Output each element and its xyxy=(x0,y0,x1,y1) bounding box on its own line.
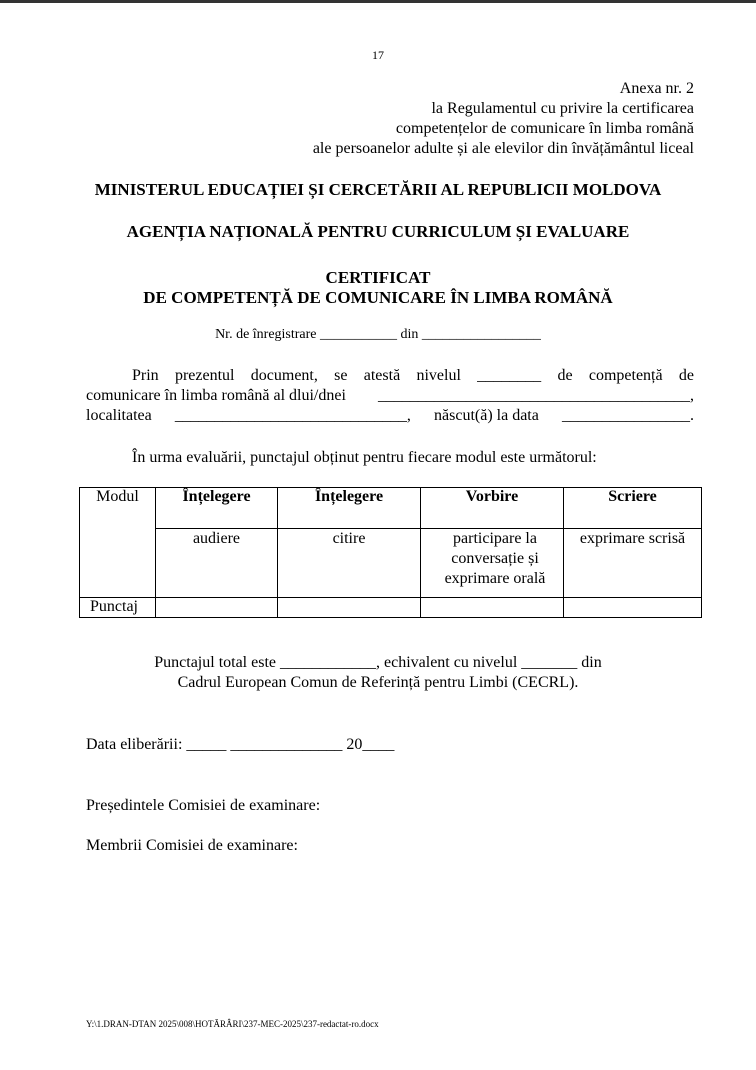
members-label: Membrii Comisiei de examinare: xyxy=(86,837,298,854)
attestation-word: document, xyxy=(250,367,318,384)
attestation-paragraph xyxy=(86,366,694,426)
attestation-line-3 xyxy=(86,406,694,426)
name-blank: _______________________________________, xyxy=(378,387,694,404)
evaluation-intro: În urma evaluării, punctajul obținut pentru fiecare modul este următorul: xyxy=(132,449,597,466)
total-line-1 xyxy=(0,653,756,673)
level-blank: ________ xyxy=(477,367,542,384)
issue-year-blank: ____ xyxy=(362,736,395,753)
score-cell-scriere[interactable] xyxy=(564,598,702,618)
header-vorbire: Vorbire xyxy=(421,488,564,529)
registration-date-blank: _________________ xyxy=(421,327,541,342)
footer-file-path: Y:\1.DRAN-DTAN 2025\008\HOTĂRÂRI\237-MEC-2025\237-redactat-ro.docx xyxy=(86,1019,379,1029)
sub-citire: citire xyxy=(278,529,421,598)
attestation-line-1 xyxy=(86,366,694,386)
registration-from: din xyxy=(400,327,419,342)
certificate-title-block xyxy=(0,268,756,308)
scores-table xyxy=(79,487,702,618)
attestation-word: nivelul xyxy=(416,367,461,384)
agency-heading: AGENȚIA NAȚIONALĂ PENTRU CURRICULUM ȘI EVALUARE xyxy=(126,222,630,241)
attestation-word: se xyxy=(334,367,348,384)
score-cell-audiere[interactable] xyxy=(156,598,278,618)
level-blank: _______ xyxy=(521,654,578,671)
sub-vorbire: participare la conversație și exprimare orală xyxy=(421,529,564,598)
total-label: Punctajul total este xyxy=(154,654,276,671)
registration-label: Nr. de înregistrare xyxy=(215,327,317,342)
annex-line-1: Anexa nr. 2 xyxy=(619,80,694,97)
table-score-row xyxy=(80,598,702,618)
ministry-heading: MINISTERUL EDUCAȚIEI ȘI CERCETĂRII AL REPUBLICII MOLDOVA xyxy=(94,180,662,199)
annex-line-4: ale persoanelor adulte și ale elevilor din învățământul liceal xyxy=(312,140,694,157)
header-intelegere-citire: Înțelegere xyxy=(278,488,421,529)
president-label: Președintele Comisiei de examinare: xyxy=(86,797,321,814)
attestation-word: atestă xyxy=(363,367,401,384)
from-label: din xyxy=(581,654,602,671)
issue-date-label: Data eliberării: xyxy=(86,736,183,753)
attestation-word: Prin xyxy=(132,367,159,384)
equivalent-label: echivalent cu nivelul xyxy=(384,654,518,671)
issue-year: 20 xyxy=(346,736,363,753)
registration-number-blank: ___________ xyxy=(320,327,398,342)
score-cell-citire[interactable] xyxy=(278,598,421,618)
registration-line xyxy=(0,327,756,343)
annex-line-2: la Regulamentul cu privire la certificarea xyxy=(431,100,694,117)
sub-scriere: exprimare scrisă xyxy=(564,529,702,598)
score-cell-vorbire[interactable] xyxy=(421,598,564,618)
header-scriere: Scriere xyxy=(564,488,702,529)
certificate-subtitle: DE COMPETENȚĂ DE COMUNICARE ÎN LIMBA ROMÂNĂ xyxy=(143,288,613,307)
top-edge-bar xyxy=(0,0,756,3)
certificate-title: CERTIFICAT xyxy=(325,268,431,287)
sub-audiere: audiere xyxy=(156,529,278,598)
birthdate-label: născut(ă) la data xyxy=(434,407,539,424)
locality-blank: _____________________________, xyxy=(174,407,411,424)
issue-day-blank: _____ xyxy=(186,736,227,753)
punctaj-label: Punctaj xyxy=(80,598,156,618)
total-blank: ____________, xyxy=(280,654,380,671)
birthdate-blank: ________________. xyxy=(561,407,694,424)
issue-date-line xyxy=(86,736,394,754)
attestation-word: de xyxy=(557,367,573,384)
attestation-word: competență xyxy=(588,367,663,384)
locality-label: localitatea xyxy=(86,407,152,424)
issue-month-blank: ______________ xyxy=(230,736,343,753)
table-header-row xyxy=(80,488,702,529)
total-line-2: Cadrul European Comun de Referință pentru Limbi (CECRL). xyxy=(177,674,579,691)
table-subheader-row xyxy=(80,529,702,598)
total-score-block xyxy=(0,653,756,693)
annex-block xyxy=(313,79,694,159)
attestation-line-2-text: comunicare în limba română al dlui/dnei xyxy=(86,387,346,404)
attestation-word: de xyxy=(678,367,694,384)
page-number: 17 xyxy=(372,48,384,62)
header-intelegere-audiere: Înțelegere xyxy=(156,488,278,529)
annex-line-3: competențelor de comunicare în limba română xyxy=(395,120,694,137)
attestation-word: prezentul xyxy=(174,367,235,384)
modul-header: Modul xyxy=(80,488,156,598)
attestation-line-2 xyxy=(86,386,694,406)
